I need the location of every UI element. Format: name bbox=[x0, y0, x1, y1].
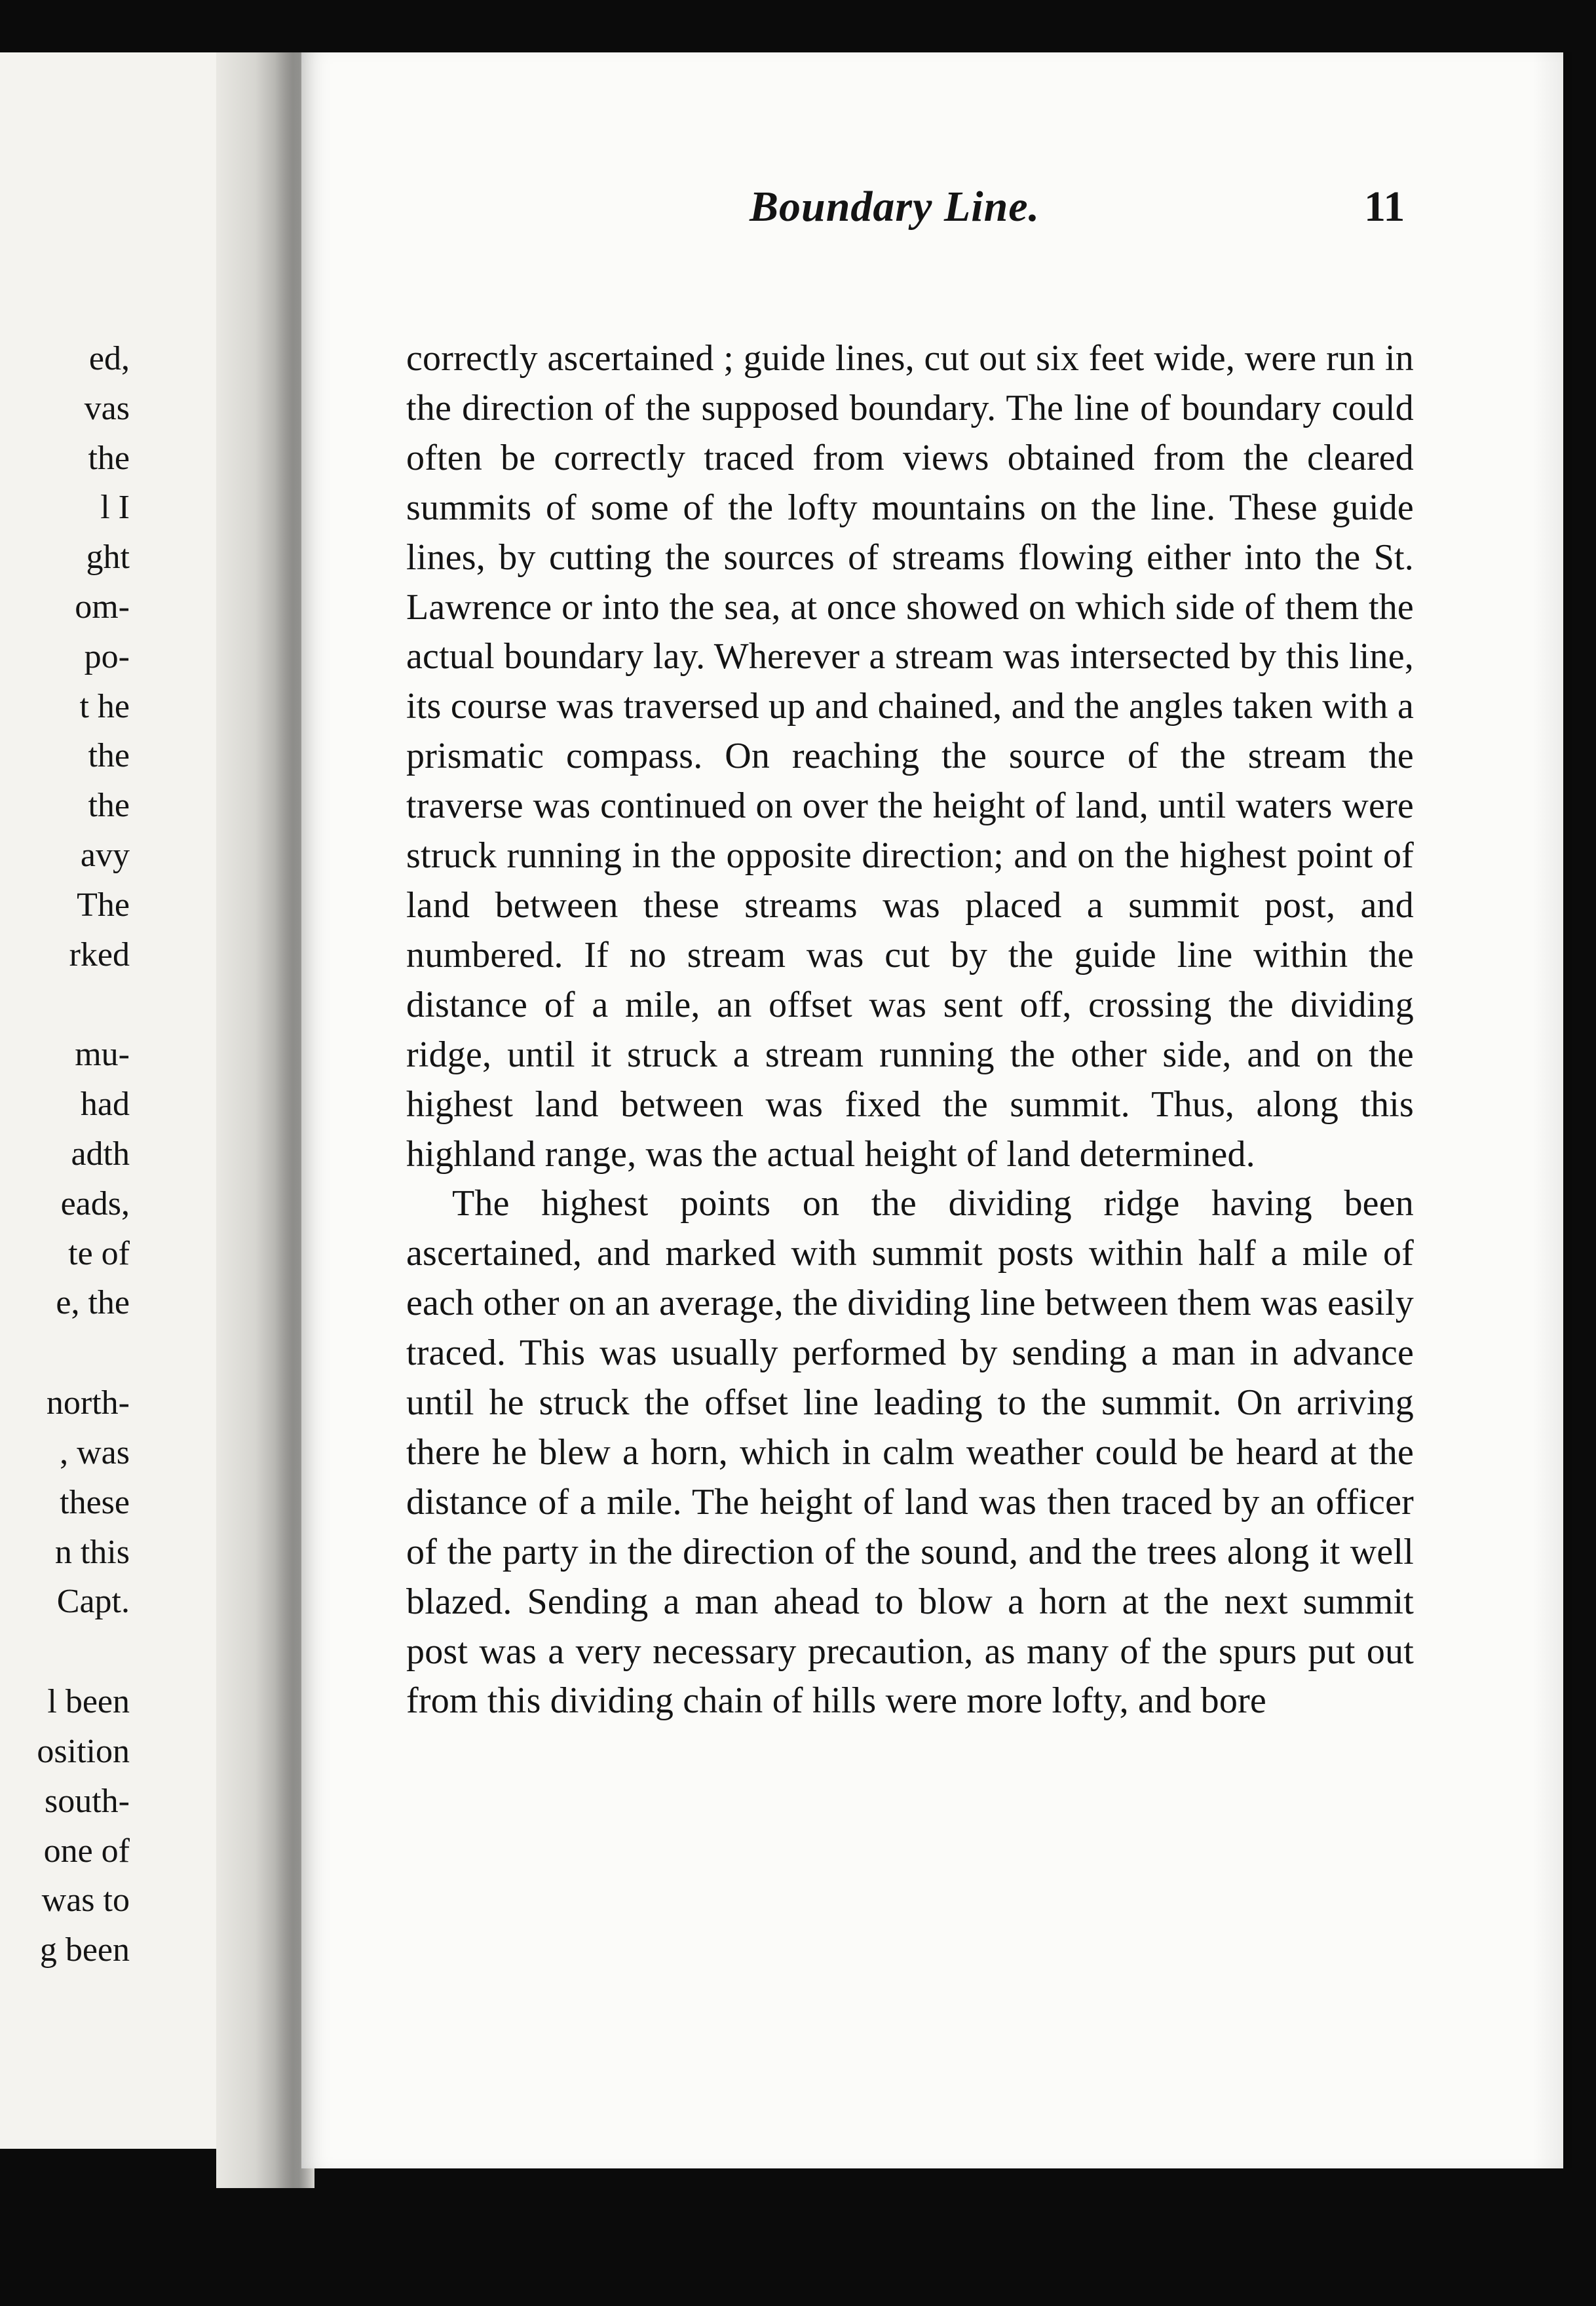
left-page-fragment: osition bbox=[37, 1732, 130, 1770]
left-page-fragment: these bbox=[60, 1483, 130, 1521]
left-page-fragment: adth bbox=[71, 1135, 130, 1173]
left-page-fragment: t he bbox=[79, 687, 130, 725]
left-page-fragment: te of bbox=[68, 1234, 130, 1272]
left-page-fragment: l I bbox=[100, 489, 130, 527]
left-page-fragment: n this bbox=[54, 1533, 130, 1571]
left-page-fragment: om- bbox=[75, 588, 130, 626]
left-page-fragment: the bbox=[88, 439, 130, 477]
right-main-page bbox=[301, 52, 1563, 2168]
left-page-fragment: vas bbox=[84, 389, 130, 427]
left-page-fragment: one of bbox=[43, 1832, 130, 1870]
paragraph-1: correctly ascertained ; guide lines, cut out six feet wide, were run in the direction of the supposed boundary. The line of boundary could often be correctly traced from views obtained from the cleared summits of some of the lofty mountains on the line. These guide lines, by cutting the sources of streams flowing either into the St. Lawrence or into the sea, at once showed on which side of them the actual boundary lay. Wherever a stream was intersected by this line, its course was traversed up and chained, and the angles taken with a prismatic compass. On reaching the source of the stream the traverse was continued on over the height of land, until waters were struck running in the opposite direction; and on the highest point of land between these streams was placed a summit post, and numbered. If no stream was cut by the guide line within the distance of a mile, an offset was sent off, crossing the dividing ridge, until it struck a stream running the other side, and on the highest land between was fixed the summit. Thus, along this highland range, was the actual height of land determined. bbox=[406, 338, 1414, 1175]
left-page-fragment: , was bbox=[60, 1433, 130, 1471]
left-page-fragment: was to bbox=[41, 1881, 130, 1919]
left-page-fragment: g been bbox=[39, 1931, 130, 1969]
left-page-fragment: rked bbox=[69, 936, 130, 973]
left-page-fragment: The bbox=[77, 886, 130, 924]
body-text bbox=[406, 334, 1414, 1726]
running-head bbox=[301, 182, 1415, 254]
left-page-fragment: eads, bbox=[60, 1184, 130, 1222]
running-title: Boundary Line. bbox=[750, 183, 1040, 231]
left-page-fragment: the bbox=[88, 737, 130, 775]
left-page-fragment: ght bbox=[86, 539, 130, 576]
left-page-fragment: ed, bbox=[88, 340, 130, 377]
left-page-fragment: avy bbox=[80, 836, 130, 874]
left-page-fragment: north- bbox=[46, 1384, 130, 1422]
left-page-fragment: mu- bbox=[75, 1036, 130, 1074]
left-page-fragment: po- bbox=[84, 637, 130, 675]
left-page-fragment: e, the bbox=[56, 1284, 130, 1322]
page-edge-shadow bbox=[1533, 52, 1572, 2168]
left-page-fragment: the bbox=[88, 787, 130, 825]
left-page-fragment: Capt. bbox=[56, 1583, 130, 1621]
left-page-fragment: had bbox=[80, 1086, 130, 1124]
left-page-fragment: south- bbox=[45, 1782, 130, 1820]
page-number: 11 bbox=[1364, 183, 1405, 231]
left-page-fragment: l been bbox=[47, 1683, 130, 1721]
paragraph-2: The highest points on the dividing ridge having been ascertained, and marked with summit posts within half a mile of each other on an average, the dividing line between them was easily traced. This was usually performed by sending a man in advance until he struck the offset line leading to the summit. On arriving there he blew a horn, which in calm weather could be heard at the distance of a mile. The height of land was then traced by an officer of the party in the direction of the sound, and the trees along it well blazed. Sending a man ahead to blow a horn at the next summit post was a very necessary precaution, as many of the spurs put out from this dividing chain of hills were more lofty, and bore bbox=[406, 1183, 1414, 1722]
